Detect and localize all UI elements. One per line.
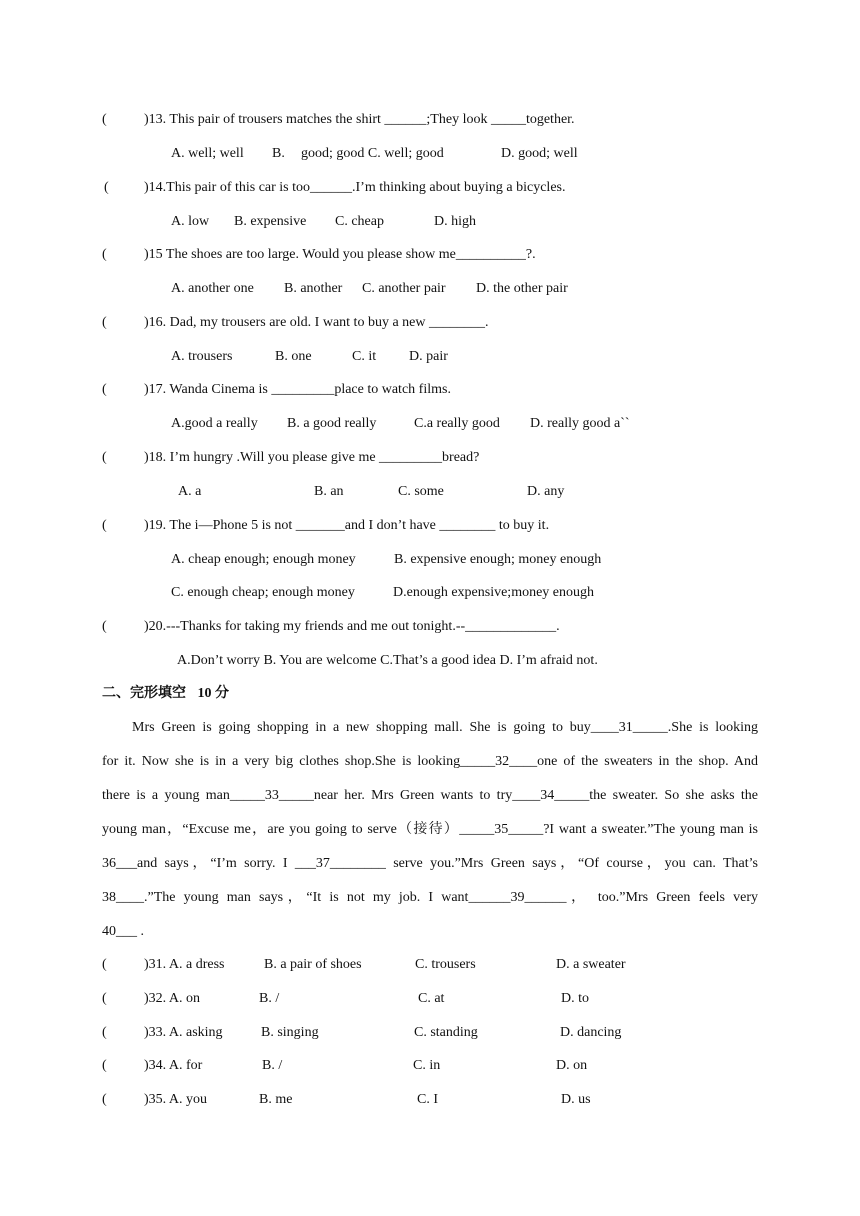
q14-text: )14.This pair of this car is too______.I’m thinking about buying a bicycles. — [144, 180, 566, 195]
q17-text: )17. Wanda Cinema is _________place to watch films. — [144, 382, 451, 397]
blank-33: _____33_____ — [229, 788, 314, 803]
q31-option-d: D. a sweater — [556, 957, 626, 972]
q35-option-b: B. me — [259, 1092, 293, 1107]
q13-text: )13. This pair of trousers matches the shirt ______;They look _____together. — [144, 112, 575, 127]
q15-text: )15 The shoes are too large. Would you please show me__________?. — [144, 247, 536, 262]
q33-option-b: B. singing — [261, 1025, 319, 1040]
q35-paren: ( — [102, 1092, 107, 1107]
q15-option-b: B. another — [284, 281, 343, 296]
q13-option-d: D. good; well — [501, 146, 578, 161]
q19-paren: ( — [102, 518, 107, 533]
blank-38: 38____ — [102, 890, 144, 905]
q32-paren: ( — [102, 991, 107, 1006]
q13-paren: ( — [102, 112, 107, 127]
blank-37: ___37________ — [294, 856, 386, 871]
passage-line-2: for it. Now she is in a very big clothes shop.She is looking_____32____one of the sweaters in the shop. And — [102, 754, 758, 769]
q15-option-a: A. another one — [171, 281, 254, 296]
blank-40: 40___ — [102, 924, 137, 939]
q17-option-b: B. a good really — [287, 416, 377, 431]
q35-option-a: )35. A. you — [144, 1092, 207, 1107]
q17-paren: ( — [102, 382, 107, 397]
q20-options: A.Don’t worry B. You are welcome C.That’s a good idea D. I’m afraid not. — [177, 653, 598, 668]
q16-option-b: B. one — [275, 349, 312, 364]
q32-option-d: D. to — [561, 991, 589, 1006]
q14-option-b: B. expensive — [234, 214, 307, 229]
q32-option-b: B. / — [259, 991, 280, 1006]
q14-option-d: D. high — [434, 214, 476, 229]
q32-option-c: C. at — [418, 991, 445, 1006]
q35-option-c: C. I — [417, 1092, 438, 1107]
blank-39: ______39______ — [468, 890, 567, 905]
q18-option-d: D. any — [527, 484, 565, 499]
q14-option-c: C. cheap — [335, 214, 384, 229]
q17-option-d: D. really good a`` — [530, 416, 630, 431]
q31-option-b: B. a pair of shoes — [264, 957, 362, 972]
q34-option-c: C. in — [413, 1058, 441, 1073]
q17-option-a: A.good a really — [171, 416, 258, 431]
blank-35: _____35_____ — [459, 822, 544, 837]
q18-option-b: B. an — [314, 484, 344, 499]
blank-32: _____32____ — [460, 754, 538, 769]
q16-paren: ( — [102, 315, 107, 330]
passage-line-1: Mrs Green is going shopping in a new shopping mall. She is going to buy____31_____.She is looking — [132, 720, 758, 735]
q16-option-d: D. pair — [409, 349, 448, 364]
q16-option-c: C. it — [352, 349, 377, 364]
q18-blank: _________ — [379, 450, 443, 465]
q14-paren: ( — [104, 180, 109, 195]
q19-option-d: D.enough expensive;money enough — [393, 585, 595, 600]
q19-option-b: B. expensive enough; money enough — [394, 552, 602, 567]
blank-36: 36___ — [102, 856, 137, 871]
q15-option-d: D. the other pair — [476, 281, 568, 296]
q20-paren: ( — [102, 619, 107, 634]
q13-option-a: A. well; well — [171, 146, 244, 161]
q13-option-bc: good; good C. well; good — [301, 146, 444, 161]
q18-paren: ( — [102, 450, 107, 465]
passage-line-7: 40___ . — [102, 924, 144, 939]
q19-option-a: A. cheap enough; enough money — [171, 552, 356, 567]
q16-text: )16. Dad, my trousers are old. I want to buy a new ________. — [144, 315, 489, 330]
q18-option-a: A. a — [178, 484, 202, 499]
q19-option-c: C. enough cheap; enough money — [171, 585, 355, 600]
q34-paren: ( — [102, 1058, 107, 1073]
q18-option-c: C. some — [398, 484, 444, 499]
q34-option-b: B. / — [262, 1058, 283, 1073]
q31-option-c: C. trousers — [415, 957, 476, 972]
q31-option-a: )31. A. a dress — [144, 957, 225, 972]
q16-option-a: A. trousers — [171, 349, 233, 364]
passage-line-4: young man，“Excuse me，are you going to serve（接待）_____35_____?I want a sweater.”The young man is — [102, 822, 758, 837]
q34-option-a: )34. A. for — [144, 1058, 203, 1073]
q15-paren: ( — [102, 247, 107, 262]
q18-text: )18. I’m hungry .Will you please give me _________bread? — [144, 450, 480, 465]
section-score: 10 分 — [197, 686, 229, 701]
q20-text: )20.---Thanks for taking my friends and me out tonight.--_____________. — [144, 619, 560, 634]
passage-line-6: 38____.”The young man says，“It is not my job. I want______39______， too.”Mrs Green feels very — [102, 890, 758, 905]
q33-paren: ( — [102, 1025, 107, 1040]
q17-option-c: C.a really good — [414, 416, 500, 431]
passage-line-5: 36___and says，“I’m sorry. I ___37________ serve you.”Mrs Green says，“Of course，you can. That’s — [102, 856, 758, 871]
blank-34: ____34_____ — [512, 788, 590, 803]
section-title: 二、完形填空 — [102, 686, 186, 701]
q32-option-a: )32. A. on — [144, 991, 200, 1006]
q13-option-b: B. — [272, 146, 285, 161]
q31-paren: ( — [102, 957, 107, 972]
q33-option-d: D. dancing — [560, 1025, 622, 1040]
q35-option-d: D. us — [561, 1092, 591, 1107]
blank-31: ____31_____ — [590, 720, 668, 735]
q14-option-a: A. low — [171, 214, 210, 229]
q33-option-c: C. standing — [414, 1025, 478, 1040]
passage-line-3: there is a young man_____33_____near her. Mrs Green wants to try____34_____the sweater. So she asks the — [102, 788, 758, 803]
q34-option-d: D. on — [556, 1058, 588, 1073]
q19-text: )19. The i—Phone 5 is not _______and I don’t have ________ to buy it. — [144, 518, 550, 533]
section-heading — [102, 685, 229, 703]
q15-option-c: C. another pair — [362, 281, 446, 296]
q33-option-a: )33. A. asking — [144, 1025, 223, 1040]
